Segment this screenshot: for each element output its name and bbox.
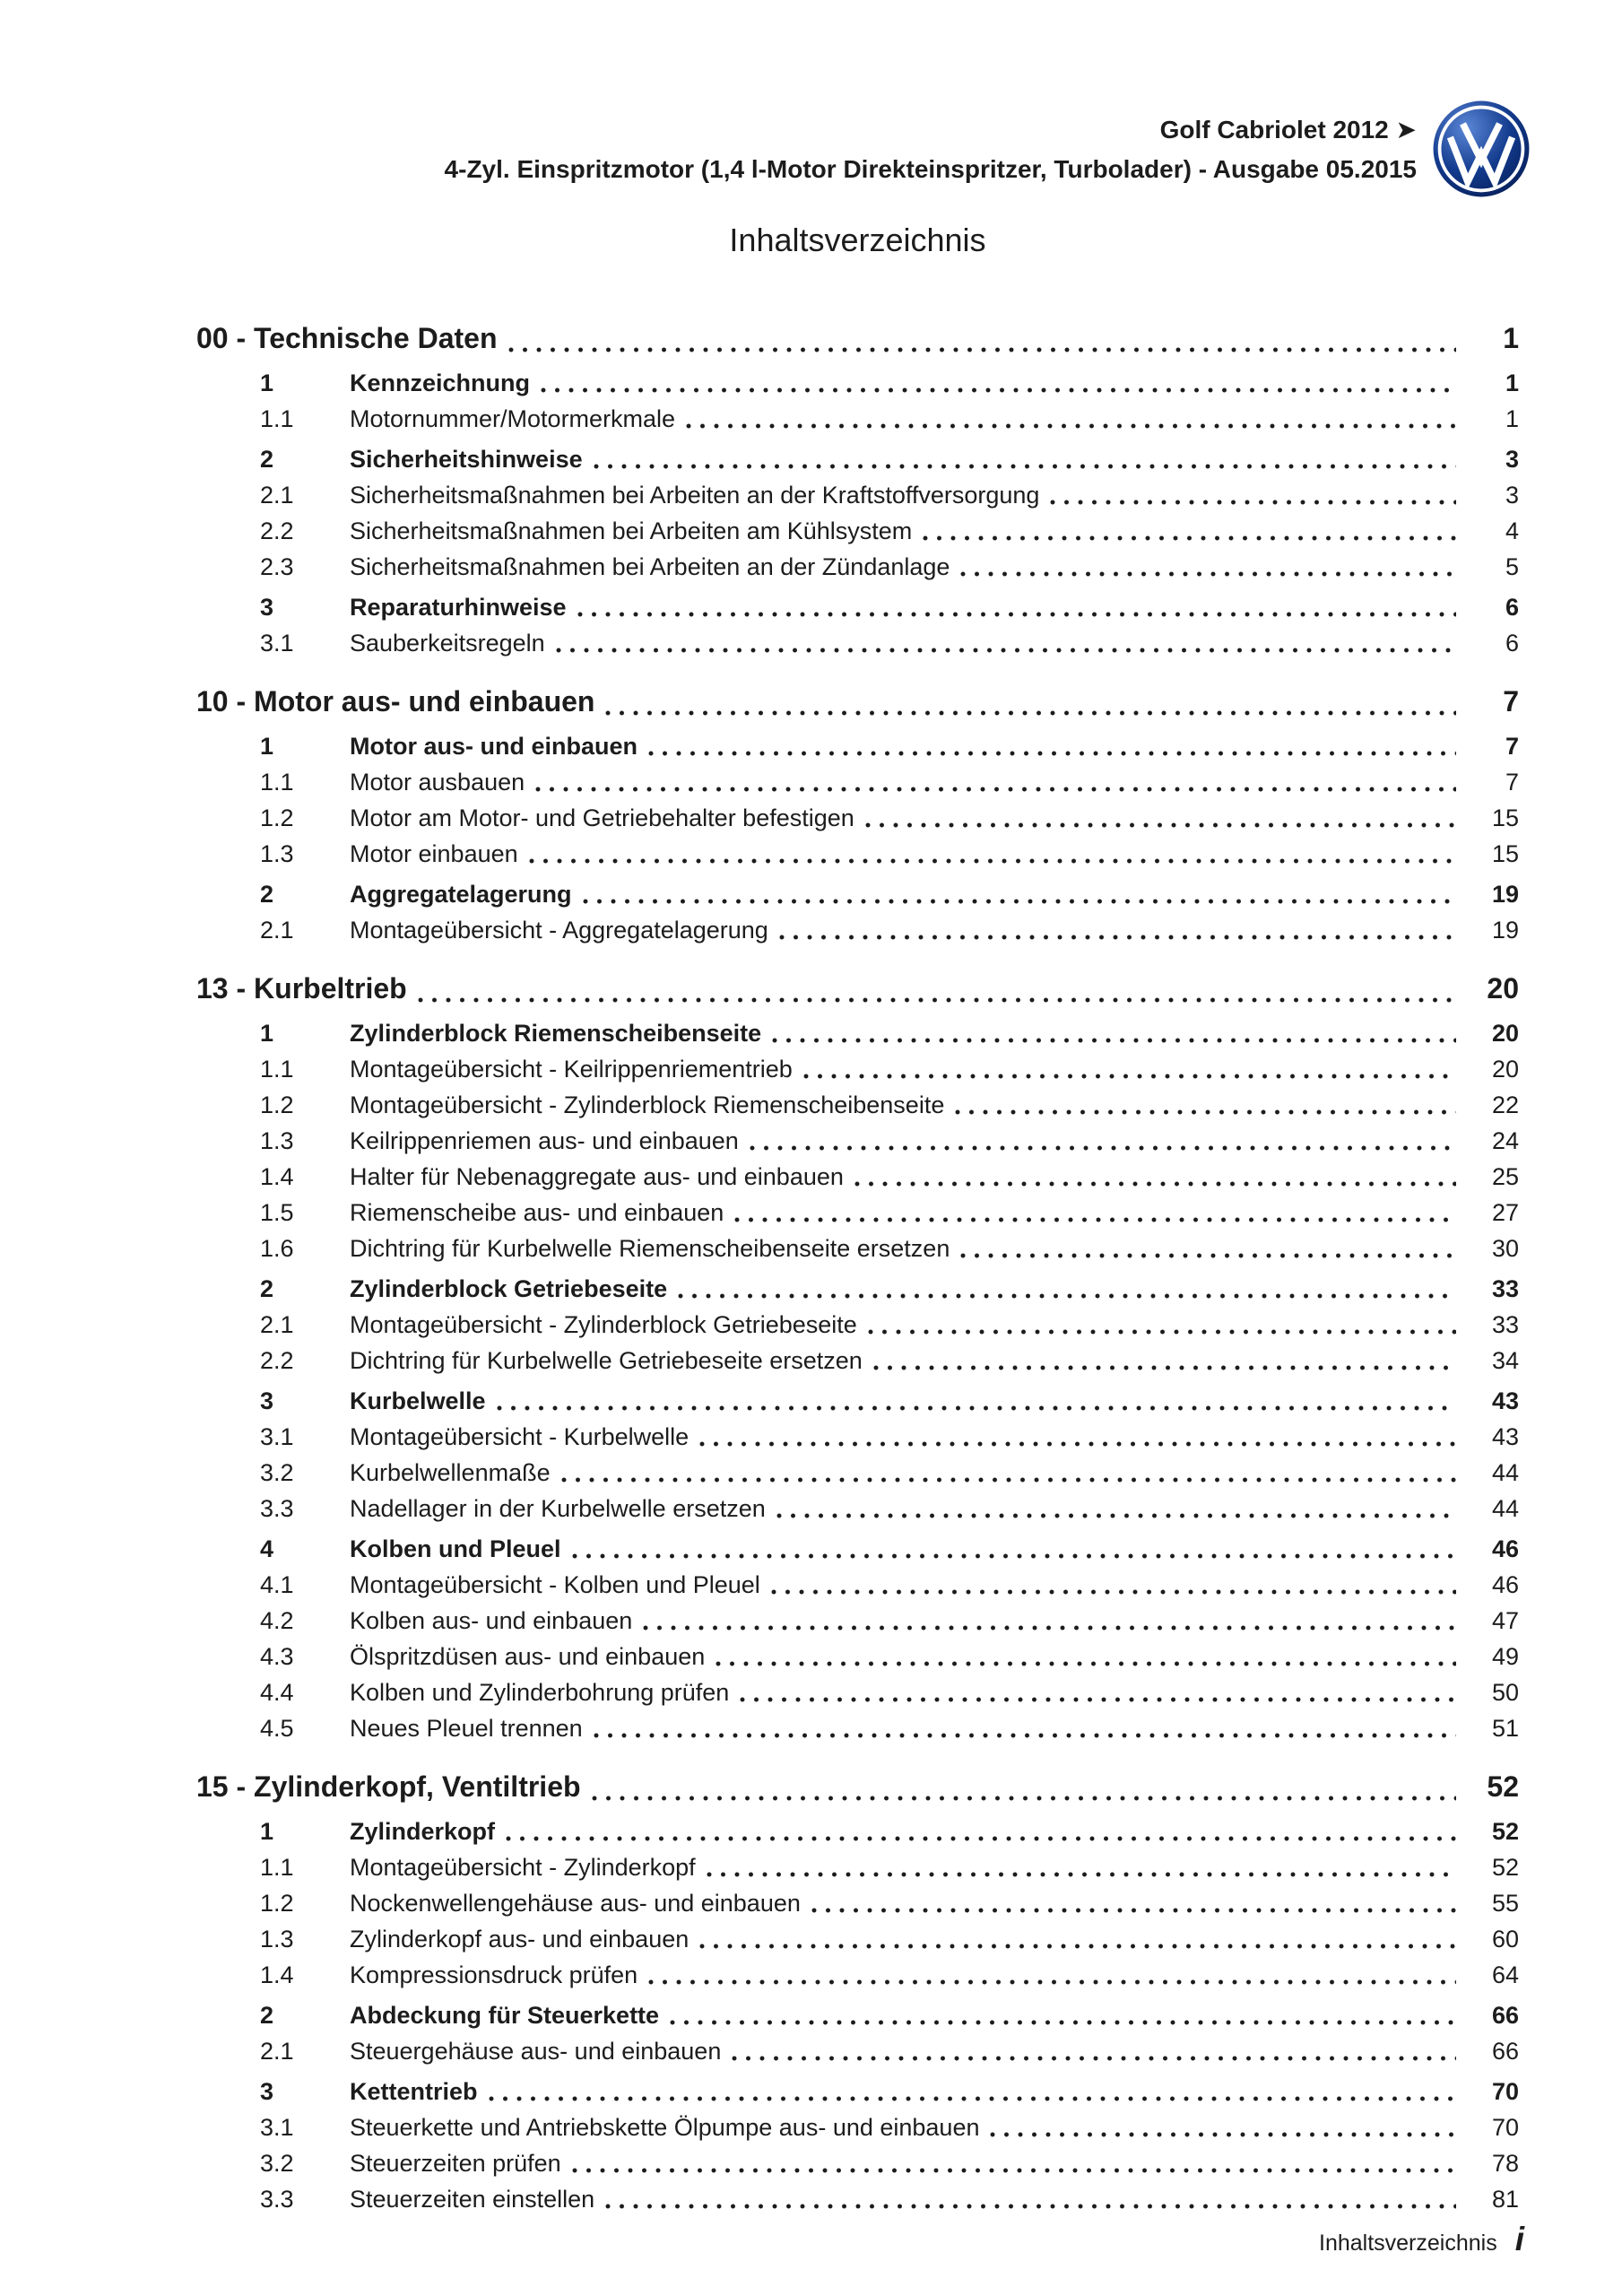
toc-item-number: 3.1 bbox=[260, 1423, 294, 1450]
toc-page-number: 1 bbox=[1505, 405, 1519, 432]
dot-leader bbox=[535, 787, 1456, 792]
dot-leader bbox=[572, 1553, 1456, 1559]
dot-leader bbox=[497, 1405, 1456, 1411]
toc-item-number: 2.1 bbox=[260, 1311, 294, 1338]
toc-page-number: 19 bbox=[1491, 917, 1519, 944]
toc-item-number: 3 bbox=[260, 594, 274, 621]
dot-leader bbox=[506, 1836, 1456, 1841]
dot-leader bbox=[699, 1944, 1456, 1949]
toc-item-number: 1.5 bbox=[260, 1199, 294, 1226]
toc-chapter-row bbox=[196, 316, 1519, 361]
toc-item-row bbox=[196, 441, 1519, 477]
toc-chapter-row bbox=[196, 1764, 1519, 1809]
toc-page-number: 52 bbox=[1487, 1770, 1519, 1803]
toc-page-number: 66 bbox=[1491, 2038, 1519, 2065]
toc-item-row bbox=[196, 1195, 1519, 1231]
toc-item-row bbox=[196, 2145, 1519, 2181]
toc-page-number: 50 bbox=[1491, 1679, 1519, 1706]
dot-leader bbox=[605, 2204, 1456, 2209]
toc-item-title: Montageübersicht - Zylinderblock Getriebeseite bbox=[350, 1311, 857, 1338]
dot-leader bbox=[854, 1181, 1456, 1187]
toc-page-number: 43 bbox=[1491, 1387, 1519, 1414]
toc-item-number: 1.1 bbox=[260, 1854, 294, 1881]
toc-page-number: 20 bbox=[1491, 1020, 1519, 1047]
toc-page-number: 15 bbox=[1491, 840, 1519, 867]
toc-item-number: 2.1 bbox=[260, 482, 294, 509]
toc-item-title: Kolben und Zylinderbohrung prüfen bbox=[350, 1679, 730, 1706]
toc-page-number: 66 bbox=[1491, 2002, 1519, 2029]
toc-item-row bbox=[196, 1639, 1519, 1674]
toc-page-number: 49 bbox=[1491, 1643, 1519, 1670]
dot-leader bbox=[960, 571, 1456, 577]
dot-leader bbox=[648, 1979, 1456, 1985]
dot-leader bbox=[779, 935, 1456, 940]
toc-page-number: 20 bbox=[1491, 1056, 1519, 1083]
toc-item-title: Motor ausbauen bbox=[350, 769, 525, 796]
toc-item-number: 2 bbox=[260, 881, 274, 908]
dot-leader bbox=[678, 1293, 1456, 1299]
toc-item-title: Kolben aus- und einbauen bbox=[350, 1607, 633, 1634]
toc-item-title: Kurbelwellenmaße bbox=[350, 1459, 551, 1486]
toc-page-number: 27 bbox=[1491, 1199, 1519, 1226]
toc-item-number: 1.2 bbox=[260, 1890, 294, 1917]
toc-page-number: 20 bbox=[1487, 972, 1519, 1004]
toc-item-title: Motor einbauen bbox=[350, 840, 518, 867]
toc-item-title: Motornummer/Motormerkmale bbox=[350, 405, 676, 432]
toc-page-number: 4 bbox=[1505, 517, 1519, 544]
toc-item-row bbox=[196, 1307, 1519, 1343]
toc-item-row bbox=[196, 836, 1519, 872]
toc-page-number: 25 bbox=[1491, 1163, 1519, 1190]
toc-chapter-label: 13 - Kurbeltrieb bbox=[196, 972, 407, 1004]
footer-label: Inhaltsverzeichnis bbox=[1319, 2231, 1497, 2256]
toc-item-title: Sicherheitsmaßnahmen bei Arbeiten an der Zündanlage bbox=[350, 553, 950, 580]
toc-page-number: 6 bbox=[1505, 630, 1519, 657]
toc-page-number: 7 bbox=[1503, 685, 1519, 718]
toc-item-title: Reparaturhinweise bbox=[350, 594, 567, 621]
toc-item-title: Montageübersicht - Kolben und Pleuel bbox=[350, 1571, 760, 1598]
toc-item-title: Keilrippenriemen aus- und einbauen bbox=[350, 1127, 739, 1154]
toc-page-number: 46 bbox=[1491, 1535, 1519, 1562]
toc-item-number: 1.3 bbox=[260, 1926, 294, 1952]
toc-page-number: 5 bbox=[1505, 553, 1519, 580]
toc-page-number: 24 bbox=[1491, 1127, 1519, 1154]
toc-item-row bbox=[196, 1383, 1519, 1419]
toc-page-number: 70 bbox=[1491, 2114, 1519, 2141]
toc-page-number: 1 bbox=[1505, 370, 1519, 396]
toc-item-title: Aggregatelagerung bbox=[350, 881, 572, 908]
toc-page-number: 44 bbox=[1491, 1459, 1519, 1486]
toc-item-row bbox=[196, 1419, 1519, 1455]
toc-page-number: 19 bbox=[1491, 881, 1519, 908]
toc-page-number: 34 bbox=[1491, 1347, 1519, 1374]
toc-page-number: 78 bbox=[1491, 2150, 1519, 2177]
toc-page-number: 55 bbox=[1491, 1890, 1519, 1917]
dot-leader bbox=[1050, 500, 1456, 505]
toc-item-row bbox=[196, 1015, 1519, 1051]
dot-leader bbox=[955, 1109, 1456, 1115]
toc-item-title: Montageübersicht - Kurbelwelle bbox=[350, 1423, 690, 1450]
toc-item-number: 4.4 bbox=[260, 1679, 294, 1706]
toc-item-number: 2.2 bbox=[260, 1347, 294, 1374]
toc-item-number: 3 bbox=[260, 1387, 274, 1414]
toc-item-number: 2 bbox=[260, 446, 274, 473]
toc-item-row bbox=[196, 1567, 1519, 1603]
toc-item-title: Montageübersicht - Zylinderkopf bbox=[350, 1854, 696, 1881]
toc-item-title: Ölspritzdüsen aus- und einbauen bbox=[350, 1643, 706, 1670]
toc-item-number: 1.6 bbox=[260, 1235, 294, 1262]
toc-page-number: 64 bbox=[1491, 1961, 1519, 1988]
toc-page-number: 3 bbox=[1505, 482, 1519, 509]
toc-item-title: Steuerzeiten prüfen bbox=[350, 2150, 561, 2177]
dot-leader bbox=[670, 2020, 1456, 2025]
toc-item-number: 1 bbox=[260, 1818, 274, 1845]
dot-leader bbox=[594, 464, 1456, 469]
page-title: Inhaltsverzeichnis bbox=[729, 222, 986, 258]
toc-item-row bbox=[196, 1531, 1519, 1567]
dot-leader bbox=[577, 612, 1456, 617]
toc-item-row bbox=[196, 1087, 1519, 1123]
toc-item-row bbox=[196, 2033, 1519, 2069]
toc-item-row bbox=[196, 800, 1519, 836]
dot-leader bbox=[529, 858, 1456, 864]
toc-page-number: 30 bbox=[1491, 1235, 1519, 1262]
toc-item-row bbox=[196, 1051, 1519, 1087]
toc-item-title: Kettentrieb bbox=[350, 2078, 478, 2105]
toc-item-number: 3.2 bbox=[260, 2150, 294, 2177]
toc-item-number: 2 bbox=[260, 2002, 274, 2029]
toc-item-title: Zylinderkopf aus- und einbauen bbox=[350, 1926, 690, 1952]
toc-item-row bbox=[196, 1957, 1519, 1993]
toc-item-number: 2 bbox=[260, 1275, 274, 1302]
toc-item-row bbox=[196, 1813, 1519, 1849]
toc-item-number: 1.3 bbox=[260, 840, 294, 867]
vw-logo bbox=[1433, 100, 1530, 197]
toc-page-number: 22 bbox=[1491, 1091, 1519, 1118]
toc-page-number: 33 bbox=[1491, 1275, 1519, 1302]
toc-item-number: 1 bbox=[260, 733, 274, 760]
toc-page-number: 33 bbox=[1491, 1311, 1519, 1338]
toc-item-row bbox=[196, 1674, 1519, 1710]
toc-item-row bbox=[196, 401, 1519, 437]
toc-item-title: Montageübersicht - Zylinderblock Riemenscheibenseite bbox=[350, 1091, 945, 1118]
toc-page-number: 52 bbox=[1491, 1854, 1519, 1881]
toc-item-title: Zylinderkopf bbox=[350, 1818, 496, 1845]
dot-leader bbox=[556, 648, 1456, 653]
toc-item-row bbox=[196, 1455, 1519, 1491]
toc-item-title: Halter für Nebenaggregate aus- und einbauen bbox=[350, 1163, 844, 1190]
dot-leader bbox=[592, 1796, 1456, 1801]
toc-page-number: 3 bbox=[1505, 446, 1519, 473]
toc-page-number: 43 bbox=[1491, 1423, 1519, 1450]
dot-leader bbox=[772, 1038, 1456, 1043]
toc-page-number: 60 bbox=[1491, 1926, 1519, 1952]
toc-item-title: Motor am Motor- und Getriebehalter befestigen bbox=[350, 804, 854, 831]
toc-item-title: Montageübersicht - Aggregatelagerung bbox=[350, 917, 768, 944]
toc-chapter-label: 00 - Technische Daten bbox=[196, 322, 498, 354]
toc-page-number: 6 bbox=[1505, 594, 1519, 621]
header-model-line: Golf Cabriolet 2012 ➤ bbox=[1159, 116, 1417, 144]
dot-leader bbox=[771, 1589, 1456, 1595]
toc-item-number: 1.3 bbox=[260, 1127, 294, 1154]
toc-item-title: Kurbelwelle bbox=[350, 1387, 486, 1414]
dot-leader bbox=[776, 1513, 1456, 1518]
toc-item-title: Zylinderblock Getriebeseite bbox=[350, 1275, 668, 1302]
toc-item-row bbox=[196, 1603, 1519, 1639]
toc-page-number: 44 bbox=[1491, 1495, 1519, 1522]
toc-item-row bbox=[196, 1271, 1519, 1307]
toc-item-number: 1 bbox=[260, 370, 274, 396]
toc-item-row bbox=[196, 912, 1519, 948]
toc-item-row bbox=[196, 1491, 1519, 1526]
toc-chapter-label: 15 - Zylinderkopf, Ventiltrieb bbox=[196, 1770, 581, 1803]
dot-leader bbox=[594, 1733, 1456, 1738]
toc-item-number: 2.3 bbox=[260, 553, 294, 580]
toc-item-row bbox=[196, 2109, 1519, 2145]
dot-leader bbox=[418, 997, 1456, 1003]
page-footer bbox=[1319, 2221, 1524, 2258]
toc-item-title: Montageübersicht - Keilrippenriementrieb bbox=[350, 1056, 793, 1083]
toc-page-number: 52 bbox=[1491, 1818, 1519, 1845]
toc-item-number: 2.1 bbox=[260, 2038, 294, 2065]
toc-page-number: 7 bbox=[1505, 769, 1519, 796]
toc-item-title: Motor aus- und einbauen bbox=[350, 733, 638, 760]
dot-leader bbox=[572, 2168, 1456, 2173]
toc-item-title: Dichtring für Kurbelwelle Getriebeseite ersetzen bbox=[350, 1347, 863, 1374]
dot-leader bbox=[561, 1477, 1456, 1483]
toc-item-title: Steuerzeiten einstellen bbox=[350, 2186, 595, 2213]
toc-item-row bbox=[196, 876, 1519, 912]
toc-item-number: 4.5 bbox=[260, 1715, 294, 1742]
toc-item-row bbox=[196, 1710, 1519, 1746]
toc-item-number: 3.3 bbox=[260, 2186, 294, 2213]
toc-page-number: 81 bbox=[1491, 2186, 1519, 2213]
toc-item-title: Sicherheitshinweise bbox=[350, 446, 583, 473]
toc-page-number: 47 bbox=[1491, 1607, 1519, 1634]
toc-item-number: 1.4 bbox=[260, 1961, 294, 1988]
dot-leader bbox=[716, 1661, 1456, 1666]
toc-item-row bbox=[196, 625, 1519, 661]
toc-item-row bbox=[196, 589, 1519, 625]
toc-item-number: 3.1 bbox=[260, 2114, 294, 2141]
toc-item-number: 3.3 bbox=[260, 1495, 294, 1522]
toc-item-number: 4 bbox=[260, 1535, 274, 1562]
dot-leader bbox=[732, 2056, 1456, 2061]
toc-item-title: Dichtring für Kurbelwelle Riemenscheibenseite ersetzen bbox=[350, 1235, 950, 1262]
dot-leader bbox=[643, 1625, 1456, 1631]
toc-item-number: 1.4 bbox=[260, 1163, 294, 1190]
toc-item-row bbox=[196, 1123, 1519, 1159]
header-subtitle-line: 4-Zyl. Einspritzmotor (1,4 l-Motor Direkteinspritzer, Turbolader) - Ausgabe 05.2015 bbox=[444, 155, 1417, 183]
toc-item-row bbox=[196, 1343, 1519, 1378]
dot-leader bbox=[541, 387, 1456, 393]
toc-chapter-label: 10 - Motor aus- und einbauen bbox=[196, 685, 595, 718]
toc-item-title: Steuergehäuse aus- und einbauen bbox=[350, 2038, 722, 2065]
dot-leader bbox=[707, 1872, 1456, 1877]
dot-leader bbox=[990, 2132, 1456, 2137]
dot-leader bbox=[960, 1253, 1456, 1258]
toc-item-number: 1.1 bbox=[260, 405, 294, 432]
dot-leader bbox=[865, 822, 1456, 828]
toc-item-title: Steuerkette und Antriebskette Ölpumpe aus- und einbauen bbox=[350, 2114, 980, 2141]
toc-page-number: 7 bbox=[1505, 733, 1519, 760]
dot-leader bbox=[923, 535, 1456, 541]
toc bbox=[196, 298, 1519, 2217]
toc-item-title: Sauberkeitsregeln bbox=[350, 630, 545, 657]
dot-leader bbox=[868, 1329, 1456, 1335]
footer-page-number: i bbox=[1514, 2221, 1524, 2257]
toc-item-row bbox=[196, 365, 1519, 401]
toc-item-title: Riemenscheibe aus- und einbauen bbox=[350, 1199, 724, 1226]
dot-leader bbox=[803, 1074, 1456, 1079]
toc-chapter-row bbox=[196, 966, 1519, 1011]
toc-item-row bbox=[196, 1921, 1519, 1957]
dot-leader bbox=[873, 1365, 1456, 1370]
toc-item-row bbox=[196, 1159, 1519, 1195]
toc-item-row bbox=[196, 1885, 1519, 1921]
toc-item-row bbox=[196, 513, 1519, 549]
dot-leader bbox=[605, 710, 1456, 716]
toc-item-number: 4.2 bbox=[260, 1607, 294, 1634]
toc-item-title: Kennzeichnung bbox=[350, 370, 530, 396]
toc-item-number: 2.1 bbox=[260, 917, 294, 944]
toc-item-number: 1.2 bbox=[260, 1091, 294, 1118]
toc-page-number: 1 bbox=[1503, 322, 1519, 354]
toc-page-number: 46 bbox=[1491, 1571, 1519, 1598]
toc-item-title: Zylinderblock Riemenscheibenseite bbox=[350, 1020, 762, 1047]
toc-item-number: 3.2 bbox=[260, 1459, 294, 1486]
toc-item-row bbox=[196, 1231, 1519, 1266]
toc-item-row bbox=[196, 549, 1519, 585]
toc-item-title: Kompressionsdruck prüfen bbox=[350, 1961, 638, 1988]
dot-leader bbox=[811, 1908, 1456, 1913]
toc-item-title: Kolben und Pleuel bbox=[350, 1535, 561, 1562]
dot-leader bbox=[750, 1145, 1456, 1151]
dot-leader bbox=[686, 423, 1456, 429]
toc-item-row bbox=[196, 728, 1519, 764]
toc-item-number: 1.1 bbox=[260, 769, 294, 796]
toc-item-title: Abdeckung für Steuerkette bbox=[350, 2002, 660, 2029]
toc-item-number: 3 bbox=[260, 2078, 274, 2105]
toc-item-row bbox=[196, 1849, 1519, 1885]
toc-item-number: 2.2 bbox=[260, 517, 294, 544]
dot-leader bbox=[489, 2096, 1456, 2101]
toc-item-number: 1.1 bbox=[260, 1056, 294, 1083]
toc-item-row bbox=[196, 2181, 1519, 2217]
toc-item-number: 3.1 bbox=[260, 630, 294, 657]
page-header bbox=[196, 115, 1417, 185]
toc-chapter-row bbox=[196, 679, 1519, 724]
toc-item-title: Sicherheitsmaßnahmen bei Arbeiten am Kühlsystem bbox=[350, 517, 913, 544]
toc-page-number: 15 bbox=[1491, 804, 1519, 831]
toc-item-title: Neues Pleuel trennen bbox=[350, 1715, 583, 1742]
toc-item-title: Nockenwellengehäuse aus- und einbauen bbox=[350, 1890, 801, 1917]
toc-item-number: 1.2 bbox=[260, 804, 294, 831]
toc-item-row bbox=[196, 477, 1519, 513]
dot-leader bbox=[699, 1441, 1456, 1447]
toc-page-number: 51 bbox=[1491, 1715, 1519, 1742]
dot-leader bbox=[508, 347, 1456, 352]
dot-leader bbox=[740, 1697, 1456, 1702]
toc-item-number: 4.1 bbox=[260, 1571, 294, 1598]
toc-item-row bbox=[196, 2074, 1519, 2109]
toc-item-number: 4.3 bbox=[260, 1643, 294, 1670]
dot-leader bbox=[583, 899, 1456, 904]
toc-item-number: 1 bbox=[260, 1020, 274, 1047]
toc-item-row bbox=[196, 1997, 1519, 2033]
dot-leader bbox=[734, 1217, 1456, 1222]
toc-item-title: Nadellager in der Kurbelwelle ersetzen bbox=[350, 1495, 766, 1522]
dot-leader bbox=[648, 751, 1456, 756]
toc-item-title: Sicherheitsmaßnahmen bei Arbeiten an der Kraftstoffversorgung bbox=[350, 482, 1040, 509]
toc-item-row bbox=[196, 764, 1519, 800]
toc-page-number: 70 bbox=[1491, 2078, 1519, 2105]
